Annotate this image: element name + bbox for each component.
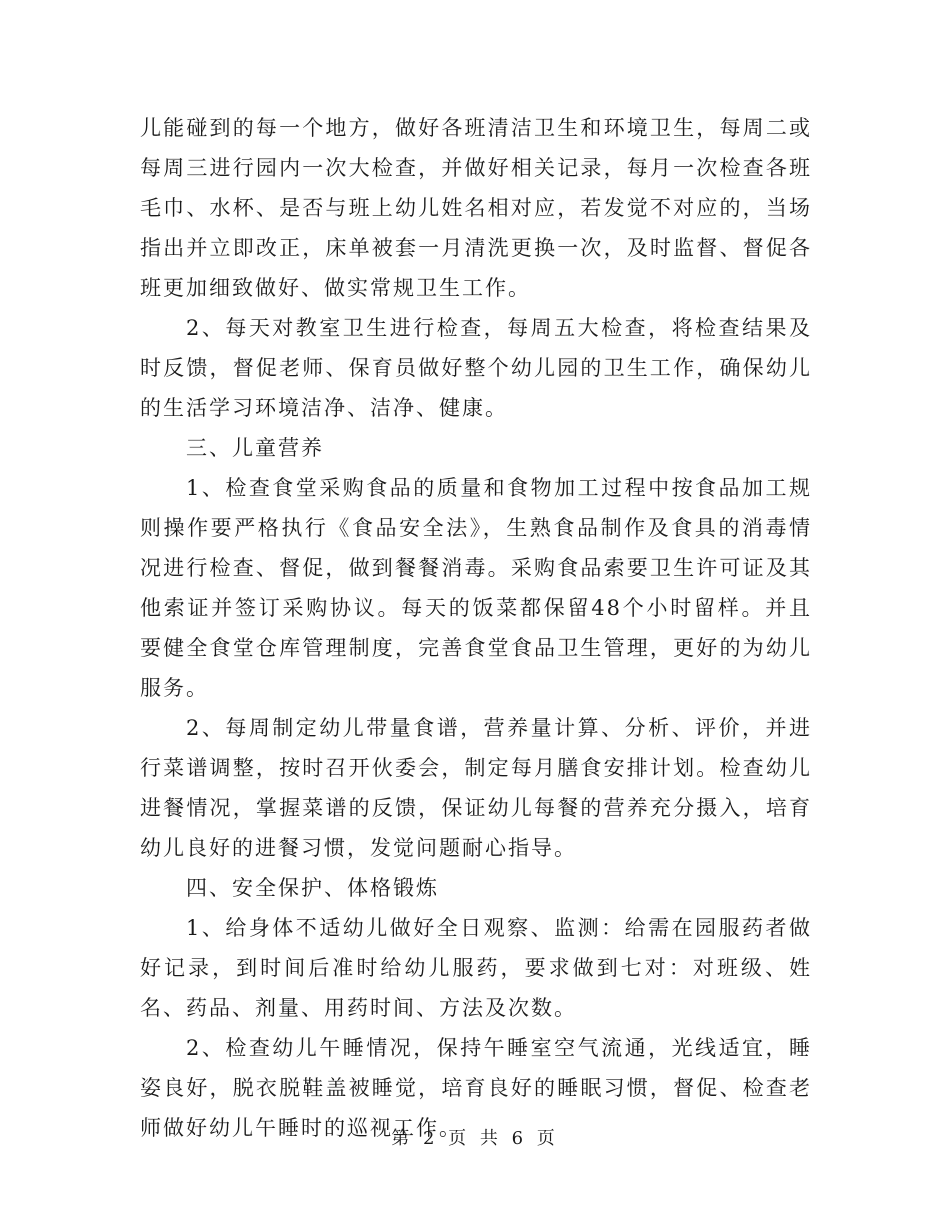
paragraph-medication-care: 1、给身体不适幼儿做好全日观察、监测：给需在园服药者做好记录，到时间后准时给幼儿服药，要求做到七对：对班级、姓名、药品、剂量、用药时间、方法及次数。 [140,916,812,1020]
paragraph-daily-classroom-check: 2、每天对教室卫生进行检查，每周五大检查，将检查结果及时反馈，督促老师、保育员做好整个幼儿园的卫生工作，确保幼儿的生活学习环境洁净、洁净、健康。 [140,316,812,420]
paragraph-weekly-menu: 2、每周制定幼儿带量食谱，营养量计算、分析、评价，并进行菜谱调整，按时召开伙委会，制定每月膳食安排计划。检查幼儿进餐情况，掌握菜谱的反馈，保证幼儿每餐的营养充分摄入，培育幼儿良好的进餐习惯，发觉问题耐心指导。 [140,716,812,860]
paragraph-nap-inspection: 2、检查幼儿午睡情况，保持午睡室空气流通，光线适宜，睡姿良好，脱衣脱鞋盖被睡觉，培育良好的睡眠习惯，督促、检查老师做好幼儿午睡时的巡视工作。 [140,1036,812,1140]
paragraph-continuation: 儿能碰到的每一个地方，做好各班清洁卫生和环境卫生，每周二或每周三进行园内一次大检查，并做好相关记录，每月一次检查各班毛巾、水杯、是否与班上幼儿姓名相对应，若发觉不对应的，当场指出并立即改正，床单被套一月清洗更换一次，及时监督、督促各班更加细致做好、做实常规卫生工作。 [140,116,812,300]
paragraph-canteen-inspection: 1、检查食堂采购食品的质量和食物加工过程中按食品加工规则操作要严格执行《食品安全法》，生熟食品制作及食具的消毒情况进行检查、督促，做到餐餐消毒。采购食品索要卫生许可证及其他索证并签订采购协议。每天的饭菜都保留48个小时留样。并且要健全食堂仓库管理制度，完善食堂食品卫生管理，更好的为幼儿服务。 [140,476,812,700]
page-number-footer: 第 2 页 共 6 页 [391,1128,559,1149]
section-heading-safety-exercise: 四、安全保护、体格锻炼 [186,876,439,900]
section-heading-child-nutrition: 三、儿童营养 [186,436,324,460]
document-body [140,108,812,1148]
